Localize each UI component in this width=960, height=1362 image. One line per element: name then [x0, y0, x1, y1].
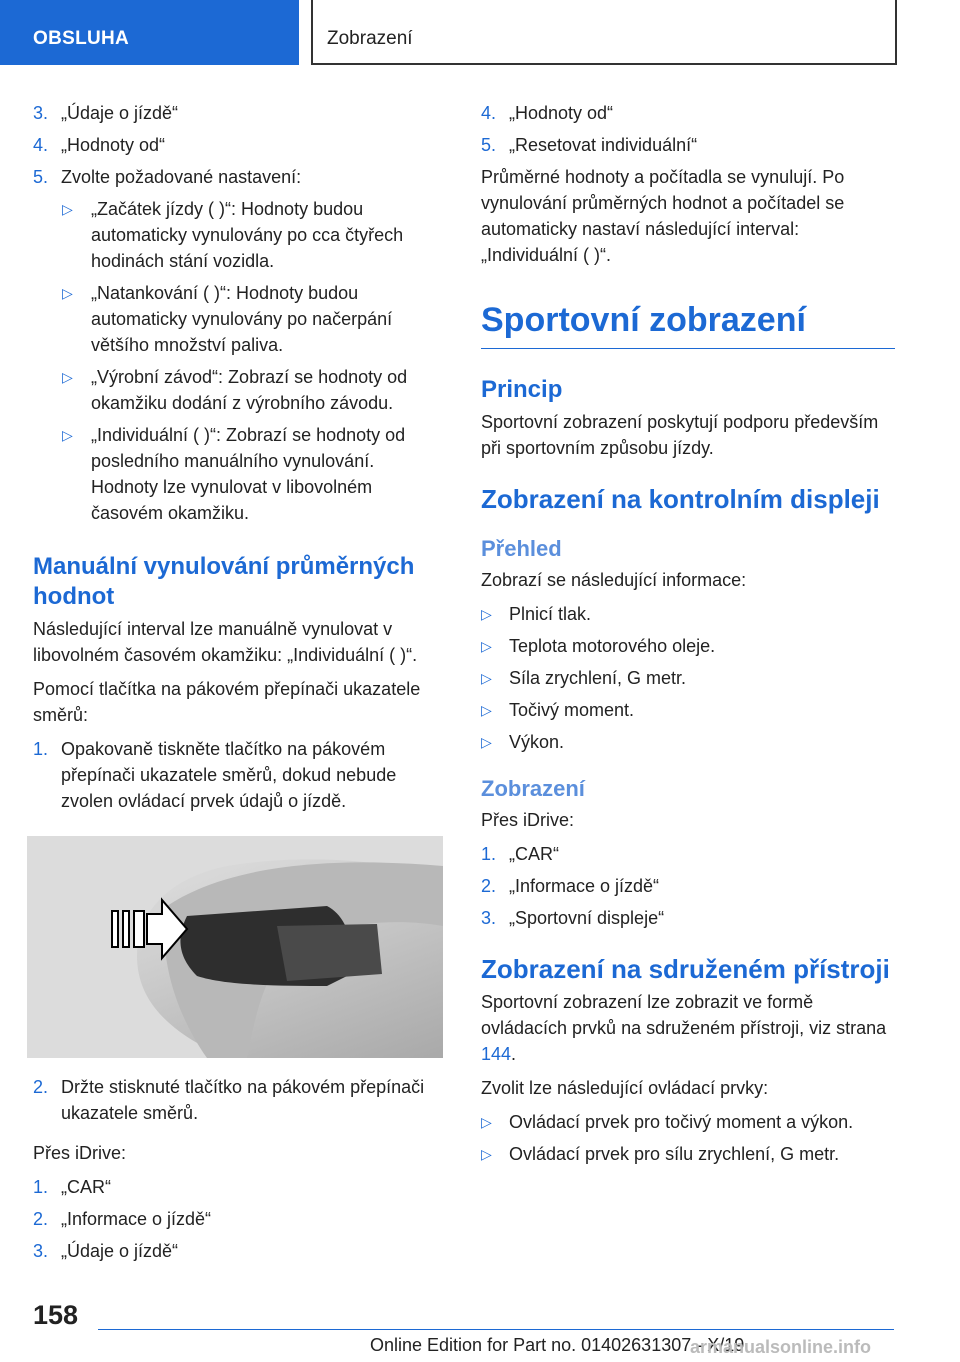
subsection-heading: Zobrazení — [481, 776, 585, 801]
triangle-bullet-icon: ▷ — [481, 1146, 492, 1162]
triangle-bullet-icon: ▷ — [481, 1114, 492, 1130]
bullet-item: ▷ Síla zrychlení, G metr. — [481, 665, 895, 691]
bullet-item: ▷ „Výrobní závod“: Zobrazí se hodnoty od okamžiku dodání z výrobního závodu. — [33, 364, 445, 416]
list-item: 2. „Informace o jízdě“ — [481, 876, 660, 896]
bullet-item: ▷ Plnicí tlak. — [481, 601, 895, 627]
triangle-bullet-icon: ▷ — [481, 670, 492, 686]
bullet-item: ▷ „Natankování ( )“: Hodnoty budou automaticky vynulovány po načerpání většího množství paliva. — [33, 280, 445, 358]
paragraph: Zobrazí se následující informace: — [481, 570, 747, 590]
section-heading: Princip — [481, 376, 563, 403]
subsection-heading: Přehled — [481, 536, 562, 561]
section-tab — [0, 0, 299, 65]
paragraph: Pomocí tlačítka na pákovém přepínači ukazatele směrů: — [33, 679, 421, 725]
list-item: 1. „CAR“ — [33, 1177, 111, 1197]
section-title: OBSLUHA — [33, 28, 130, 49]
paragraph: Průměrné hodnoty a počítadla se vynulují. Po vynulování průměrných hodnot a počítadel se automaticky nastaví následující interval: „Individuální ( )“. — [481, 167, 845, 265]
paragraph: Přes iDrive: — [33, 1143, 127, 1163]
bullet-item: ▷ Výkon. — [481, 729, 895, 755]
paragraph: Následující interval lze manuálně vynulovat v libovolném časovém okamžiku: „Individuální ( )“. — [33, 619, 418, 665]
right-column — [481, 100, 895, 1173]
list-item: 4. „Hodnoty od“ — [33, 135, 166, 155]
footer-divider — [98, 1329, 894, 1330]
list-item: 5. Zvolte požadované nastavení: — [33, 167, 302, 187]
list-item: 3. „Údaje o jízdě“ — [33, 103, 179, 123]
list-item: 2. „Informace o jízdě“ — [33, 1209, 212, 1229]
paragraph: Sportovní zobrazení lze zobrazit ve formě ovládacích prvků na sdruženém přístroji, viz strana 144. — [481, 992, 887, 1064]
triangle-bullet-icon: ▷ — [62, 285, 73, 301]
bullet-item: ▷ Ovládací prvek pro točivý moment a výkon. — [481, 1109, 895, 1135]
chapter-title: Zobrazení — [327, 28, 413, 49]
page-link[interactable]: 144 — [481, 1044, 512, 1064]
lever-illustration — [27, 836, 443, 1058]
list-item: 1. „CAR“ — [481, 844, 559, 864]
list-item: 3. „Sportovní displeje“ — [481, 908, 665, 928]
bullet-item: ▷ „Začátek jízdy ( )“: Hodnoty budou automaticky vynulovány po cca čtyřech hodinách stání vozidla. — [33, 196, 445, 274]
triangle-bullet-icon: ▷ — [62, 369, 73, 385]
watermark: armanualsonline.info — [690, 1337, 872, 1357]
triangle-bullet-icon: ▷ — [62, 201, 73, 217]
bullet-item: ▷ Točivý moment. — [481, 697, 895, 723]
triangle-bullet-icon: ▷ — [481, 606, 492, 622]
bullet-item: ▷ Ovládací prvek pro sílu zrychlení, G metr. — [481, 1141, 895, 1167]
triangle-bullet-icon: ▷ — [481, 702, 492, 718]
list-item: 1. Opakovaně tiskněte tlačítko na pákovém přepínači ukazatele směrů, dokud nebude zvolen ovládací prvek údajů o jízdě. — [33, 739, 397, 811]
list-item: 4. „Hodnoty od“ — [481, 103, 614, 123]
section-heading: Manuální vynulování průměrných hodnot — [33, 553, 415, 610]
list-item: 3. „Údaje o jízdě“ — [33, 1241, 179, 1261]
lever-button-image — [27, 836, 443, 1058]
paragraph: Sportovní zobrazení poskytují podporu především při sportovním způsobu jízdy. — [481, 412, 879, 458]
left-column — [33, 100, 445, 1270]
paragraph: Přes iDrive: — [481, 810, 575, 830]
section-heading: Zobrazení na sdruženém přístroji — [481, 954, 890, 984]
footer-edition: Online Edition for Part no. 01402631307 - X/19 — [370, 1335, 745, 1355]
chapter-heading: Sportovní zobrazení — [481, 298, 895, 349]
bullet-item: ▷ Teplota motorového oleje. — [481, 633, 895, 659]
page-number: 158 — [33, 1300, 79, 1330]
section-heading: Zobrazení na kontrolním displeji — [481, 484, 880, 514]
list-item: 5. „Resetovat individuální“ — [481, 135, 698, 155]
paragraph: Zvolit lze následující ovládací prvky: — [481, 1078, 769, 1098]
triangle-bullet-icon: ▷ — [62, 427, 73, 443]
triangle-bullet-icon: ▷ — [481, 638, 492, 654]
chapter-box — [311, 0, 897, 65]
bullet-item: ▷ „Individuální ( )“: Zobrazí se hodnoty od posledního manuálního vynulování. Hodnoty lze vynulovat v libovolném časovém okamžiku. — [33, 422, 445, 526]
triangle-bullet-icon: ▷ — [481, 734, 492, 750]
list-item: 2. Držte stisknuté tlačítko na pákovém přepínači ukazatele směrů. — [33, 1077, 425, 1123]
